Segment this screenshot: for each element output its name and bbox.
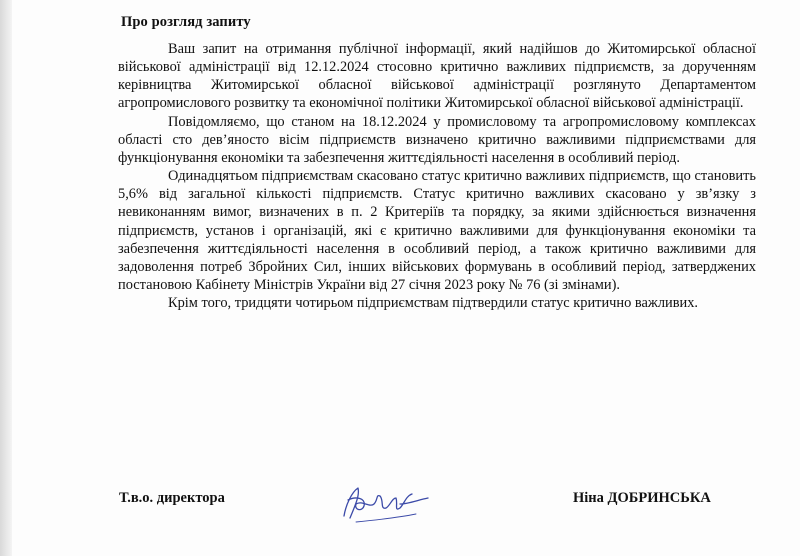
paragraph-cancelled: Одинадцятьом підприємствам скасовано статус критично важливих підприємств, що становить 5,6% від загальної кількості підприємств. Статус критично важливих скасовано у зв’язку з невиконанням вимог, визначених в п. 2 Критеріїв та порядку, за якими здійснюється визначення підприємств, установ і організацій, які є критично важливими для функціонування економіки та забезпечення життєдіяльності населення в особливий період, а також критично важливими для задоволення потреб Збройних Сил, інших військових формувань в особливий період, затверджених постановою Кабінету Міністрів України від 27 січня 2023 року № 76 (зі змінами). (118, 168, 756, 294)
paragraph-request: Ваш запит на отримання публічної інформації, який надійшов до Житомирської обласної військової адміністрації від 12.12.2024 стосовно критично важливих підприємств, за дорученням керівництва Житомирської обласної військової адміністрації розглянуто Департаментом агропромислового розвитку та економічної політики Житомирської обласної військової адміністрації. (118, 41, 756, 112)
document-body (118, 40, 756, 312)
scan-edge (0, 0, 12, 556)
paragraph-confirmed: Крім того, тридцяти чотирьом підприємствам підтвердили статус критично важливих. (168, 295, 698, 312)
handwritten-signature (336, 474, 436, 530)
signatory-position: Т.в.о. директора (119, 490, 225, 506)
paragraph-count: Повідомляємо, що станом на 18.12.2024 у промисловому та агропромисловому комплексах області сто дев’яносто вісім підприємств визначено критично важливими підприємствами для функціонування економіки та забезпечення життєдіяльності населення в особливий період. (118, 113, 756, 166)
signatory-name: Ніна ДОБРИНСЬКА (573, 490, 711, 506)
document-heading: Про розгляд запиту (121, 14, 251, 30)
